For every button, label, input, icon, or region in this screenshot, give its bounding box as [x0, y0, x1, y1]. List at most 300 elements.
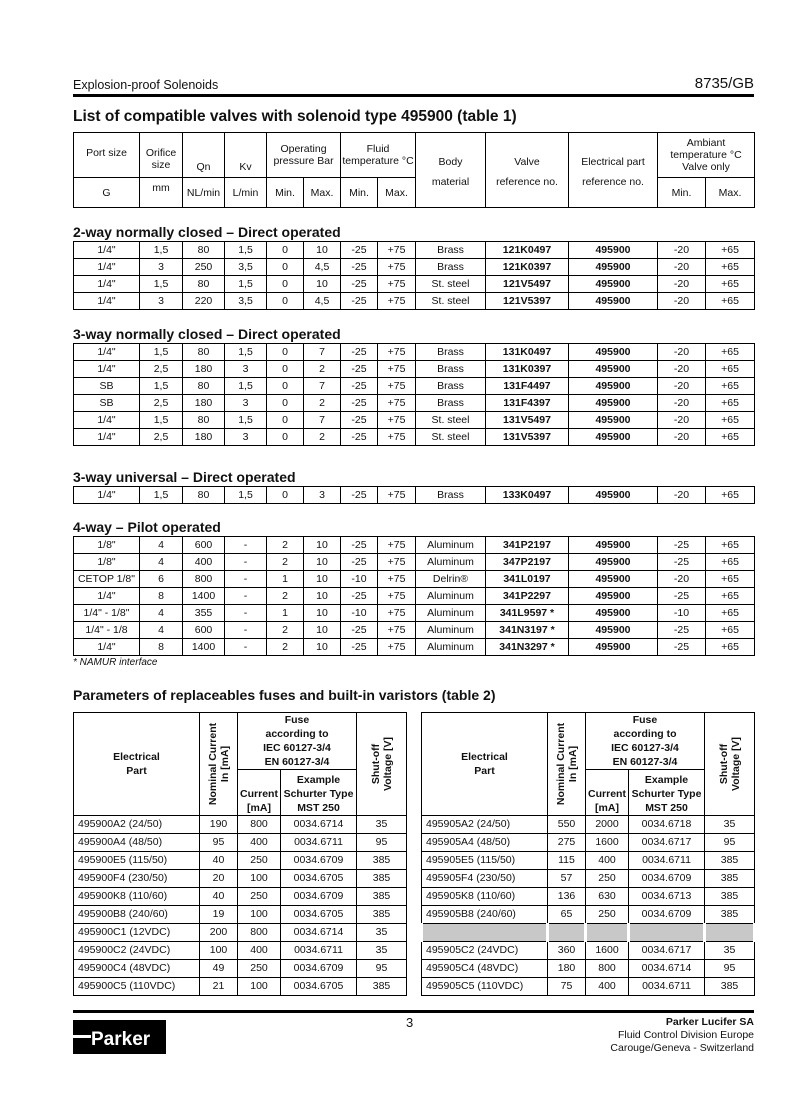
table-row	[74, 429, 755, 446]
cell-pressure-max: 3	[304, 487, 341, 504]
cell-ambient-max: +65	[706, 537, 755, 554]
cell-pressure-min: 1	[267, 571, 304, 588]
cell-fluid-max: +75	[378, 412, 416, 429]
cell-electrical-part: 495900	[569, 429, 658, 446]
table-row	[422, 852, 755, 870]
table-row	[74, 378, 755, 395]
cell-pressure-min: 0	[267, 344, 304, 361]
cell-qn: 800	[183, 571, 225, 588]
cell-qn: 355	[183, 605, 225, 622]
cell-schurter-type: 0034.6718	[629, 816, 705, 834]
table1-title: List of compatible valves with solenoid type 495900 (table 1)	[73, 108, 517, 125]
cell-fluid-min: -25	[341, 242, 378, 259]
cell-port-size: 1/4"	[74, 487, 140, 504]
cell-fuse-current: 800	[238, 924, 281, 942]
cell-part: 495900C4 (48VDC)	[74, 960, 200, 978]
cell-fuse-current: 2000	[586, 816, 629, 834]
cell-schurter-type: 0034.6709	[281, 852, 357, 870]
cell-fuse-current: 250	[238, 888, 281, 906]
cell-fluid-min: -25	[341, 276, 378, 293]
cell-body-material: St. steel	[416, 276, 486, 293]
table-row	[74, 395, 755, 412]
cell-ambient-min: -25	[658, 588, 706, 605]
cell-nominal-current: 65	[548, 906, 586, 924]
cell-port-size: 1/4"	[74, 293, 140, 310]
table-row	[74, 605, 755, 622]
col-electrical-part: Electrical Part	[422, 713, 548, 816]
cell-ambient-max: +65	[706, 487, 755, 504]
cell-orifice: 4	[140, 554, 183, 571]
col-fuse-standard: Fuse according to IEC 60127-3/4 EN 60127-3/4	[586, 713, 705, 770]
cell-nominal-current: 190	[200, 816, 238, 834]
cell-kv: 3,5	[225, 259, 267, 276]
col-port-size: Port size	[74, 133, 140, 178]
cell-orifice: 3	[140, 259, 183, 276]
table-row	[74, 960, 407, 978]
cell-schurter-type: 0034.6714	[629, 960, 705, 978]
cell-pressure-min: 0	[267, 276, 304, 293]
cell-shutoff-voltage: 35	[357, 924, 407, 942]
cell-electrical-part: 495900	[569, 361, 658, 378]
col-valve-sublabel: reference no.	[496, 176, 558, 188]
col-elec-sublabel: reference no.	[582, 176, 644, 188]
col-valve-reference	[486, 133, 569, 208]
cell-part: 495905A4 (48/50)	[422, 834, 548, 852]
cell-schurter-type: 0034.6705	[281, 906, 357, 924]
cell-port-size: 1/8"	[74, 554, 140, 571]
cell-kv: 3,5	[225, 293, 267, 310]
company-division: Fluid Control Division Europe	[618, 1029, 754, 1041]
cell-body-material: Aluminum	[416, 639, 486, 656]
cell-fluid-min: -25	[341, 639, 378, 656]
cell-electrical-part: 495900	[569, 537, 658, 554]
table-row	[74, 554, 755, 571]
cell-pressure-min: 2	[267, 554, 304, 571]
table-row	[422, 888, 755, 906]
cell-valve-ref: 131F4397	[486, 395, 569, 412]
cell-orifice: 2,5	[140, 429, 183, 446]
document-code: 8735/GB	[694, 75, 754, 92]
cell-schurter-type: 0034.6717	[629, 942, 705, 960]
cell-part: 495900B8 (240/60)	[74, 906, 200, 924]
col-schurter-type: Example Schurter Type MST 250	[629, 770, 705, 816]
col-electrical-part	[569, 133, 658, 208]
cell-electrical-part: 495900	[569, 242, 658, 259]
table-row-empty	[422, 924, 755, 942]
cell-pressure-min: 0	[267, 412, 304, 429]
cell-shutoff-voltage: 385	[705, 870, 755, 888]
cell-qn: 80	[183, 378, 225, 395]
cell-orifice: 4	[140, 605, 183, 622]
table-row	[422, 870, 755, 888]
unit-kv: L/min	[225, 178, 267, 208]
cell-part: 495905C4 (48VDC)	[422, 960, 548, 978]
cell-fluid-max: +75	[378, 487, 416, 504]
table-row	[74, 639, 755, 656]
cell-fuse-current: 400	[238, 942, 281, 960]
table-row	[74, 888, 407, 906]
cell-nominal-current: 49	[200, 960, 238, 978]
cell-fluid-max: +75	[378, 639, 416, 656]
cell-ambient-min: -20	[658, 276, 706, 293]
cell-qn: 180	[183, 429, 225, 446]
cell-nominal-current: 40	[200, 888, 238, 906]
cell-body-material: Delrin®	[416, 571, 486, 588]
pressure-max: Max.	[304, 178, 341, 208]
cell-fluid-max: +75	[378, 378, 416, 395]
cell-schurter-type: 0034.6713	[629, 888, 705, 906]
col-body-material	[416, 133, 486, 208]
cell-ambient-min: -20	[658, 412, 706, 429]
valve-table	[73, 536, 755, 656]
cell-orifice: 2,5	[140, 361, 183, 378]
table-row	[422, 906, 755, 924]
cell-fuse-current: 1600	[586, 834, 629, 852]
parker-logo-icon	[73, 1020, 166, 1054]
cell-fluid-max: +75	[378, 276, 416, 293]
cell-valve-ref: 121V5497	[486, 276, 569, 293]
cell-orifice: 8	[140, 588, 183, 605]
cell-ambient-min: -25	[658, 537, 706, 554]
cell-ambient-min: -20	[658, 293, 706, 310]
cell-ambient-min: -20	[658, 395, 706, 412]
document-title: Explosion-proof Solenoids	[73, 78, 219, 92]
cell-port-size: 1/4" - 1/8"	[74, 605, 140, 622]
col-body-label: Body	[438, 156, 463, 168]
parker-logo	[73, 1020, 166, 1054]
cell-ambient-max: +65	[706, 554, 755, 571]
cell-kv: -	[225, 571, 267, 588]
page-number: 3	[406, 1015, 414, 1030]
cell-ambient-max: +65	[706, 344, 755, 361]
cell-valve-ref: 341L9597 *	[486, 605, 569, 622]
company-location: Carouge/Geneva - Switzerland	[610, 1042, 754, 1054]
cell-port-size: 1/4"	[74, 639, 140, 656]
table-row	[74, 816, 407, 834]
cell-fluid-max: +75	[378, 571, 416, 588]
cell-shutoff-voltage: 385	[705, 888, 755, 906]
cell-pressure-min: 0	[267, 487, 304, 504]
cell-ambient-max: +65	[706, 571, 755, 588]
cell-fluid-max: +75	[378, 259, 416, 276]
cell-shutoff-voltage: 385	[357, 906, 407, 924]
cell-body-material: St. steel	[416, 429, 486, 446]
cell-pressure-max: 10	[304, 554, 341, 571]
cell-pressure-max: 10	[304, 639, 341, 656]
cell-valve-ref: 341N3297 *	[486, 639, 569, 656]
cell-pressure-max: 2	[304, 429, 341, 446]
col-operating-pressure: Operating pressure Bar	[267, 133, 341, 178]
cell-pressure-min: 0	[267, 395, 304, 412]
cell-part: 495905B8 (240/60)	[422, 906, 548, 924]
cell-shutoff-voltage: 385	[357, 888, 407, 906]
cell-part: 495905E5 (115/50)	[422, 852, 548, 870]
col-shutoff-voltage	[705, 713, 755, 816]
table-row	[74, 361, 755, 378]
col-fuse-current: Current [mA]	[238, 770, 281, 816]
cell-part: 495900E5 (115/50)	[74, 852, 200, 870]
cell-schurter-type: 0034.6705	[281, 870, 357, 888]
col-electrical-part: Electrical Part	[74, 713, 200, 816]
cell-shutoff-voltage: 35	[357, 942, 407, 960]
table-row	[74, 852, 407, 870]
cell-port-size: CETOP 1/8"	[74, 571, 140, 588]
col-fuse-current: Current [mA]	[586, 770, 629, 816]
cell-nominal-current: 550	[548, 816, 586, 834]
cell-schurter-type: 0034.6711	[629, 978, 705, 996]
table-row	[422, 816, 755, 834]
cell-fluid-min: -10	[341, 605, 378, 622]
cell-orifice: 1,5	[140, 378, 183, 395]
cell-nominal-current	[548, 924, 586, 942]
cell-qn: 1400	[183, 588, 225, 605]
cell-nominal-current: 21	[200, 978, 238, 996]
cell-fuse-current: 400	[586, 852, 629, 870]
cell-part: 495900C2 (24VDC)	[74, 942, 200, 960]
cell-fluid-min: -25	[341, 487, 378, 504]
table-row	[74, 870, 407, 888]
cell-fluid-max: +75	[378, 605, 416, 622]
cell-shutoff-voltage: 385	[357, 852, 407, 870]
cell-part: 495905A2 (24/50)	[422, 816, 548, 834]
cell-orifice: 1,5	[140, 276, 183, 293]
cell-orifice: 4	[140, 622, 183, 639]
ambient-max: Max.	[706, 178, 755, 208]
valve-table	[73, 343, 755, 446]
cell-valve-ref: 347P2197	[486, 554, 569, 571]
table-row	[74, 834, 407, 852]
cell-ambient-min: -20	[658, 429, 706, 446]
cell-pressure-min: 0	[267, 361, 304, 378]
cell-electrical-part: 495900	[569, 639, 658, 656]
cell-qn: 600	[183, 622, 225, 639]
cell-kv: -	[225, 554, 267, 571]
cell-pressure-min: 2	[267, 588, 304, 605]
cell-fuse-current: 1600	[586, 942, 629, 960]
cell-part: 495900F4 (230/50)	[74, 870, 200, 888]
cell-electrical-part: 495900	[569, 395, 658, 412]
cell-valve-ref: 341L0197	[486, 571, 569, 588]
cell-kv: 3	[225, 361, 267, 378]
cell-electrical-part: 495900	[569, 259, 658, 276]
cell-fuse-current: 250	[238, 960, 281, 978]
cell-ambient-max: +65	[706, 242, 755, 259]
cell-part: 495900C5 (110VDC)	[74, 978, 200, 996]
cell-body-material: Brass	[416, 487, 486, 504]
cell-port-size: 1/4"	[74, 588, 140, 605]
cell-ambient-max: +65	[706, 293, 755, 310]
footnote: * NAMUR interface	[73, 657, 158, 668]
cell-kv: -	[225, 639, 267, 656]
cell-part: 495905K8 (110/60)	[422, 888, 548, 906]
cell-pressure-max: 7	[304, 412, 341, 429]
cell-kv: -	[225, 537, 267, 554]
cell-fluid-max: +75	[378, 344, 416, 361]
cell-schurter-type: 0034.6709	[281, 888, 357, 906]
cell-shutoff-voltage	[705, 924, 755, 942]
col-nominal-current	[200, 713, 238, 816]
cell-part: 495900C1 (12VDC)	[74, 924, 200, 942]
fluid-max: Max.	[378, 178, 416, 208]
cell-fluid-min: -25	[341, 395, 378, 412]
section-title: 4-way – Pilot operated	[73, 519, 221, 535]
cell-shutoff-voltage: 385	[357, 978, 407, 996]
cell-fuse-current: 400	[238, 834, 281, 852]
section-title: 3-way normally closed – Direct operated	[73, 326, 341, 342]
table2-title: Parameters of replaceables fuses and built-in varistors (table 2)	[73, 687, 496, 703]
cell-fluid-min: -25	[341, 537, 378, 554]
section-title: 2-way normally closed – Direct operated	[73, 224, 341, 240]
col-nominal-current-label: Nominal Current In [mA]	[207, 722, 231, 806]
cell-electrical-part: 495900	[569, 293, 658, 310]
cell-ambient-max: +65	[706, 588, 755, 605]
cell-body-material: Aluminum	[416, 537, 486, 554]
cell-fluid-min: -10	[341, 571, 378, 588]
cell-qn: 80	[183, 412, 225, 429]
table-row	[74, 259, 755, 276]
cell-pressure-max: 10	[304, 622, 341, 639]
cell-port-size: SB	[74, 378, 140, 395]
cell-kv: 1,5	[225, 378, 267, 395]
cell-nominal-current: 200	[200, 924, 238, 942]
cell-schurter-type: 0034.6714	[281, 816, 357, 834]
col-fluid-temperature: Fluid temperature °C	[341, 133, 416, 178]
cell-part: 495905C2 (24VDC)	[422, 942, 548, 960]
cell-schurter-type: 0034.6705	[281, 978, 357, 996]
col-ambient-temperature: Ambiant temperature °C Valve only	[658, 133, 755, 178]
cell-qn: 80	[183, 276, 225, 293]
cell-ambient-min: -25	[658, 554, 706, 571]
cell-valve-ref: 121K0397	[486, 259, 569, 276]
col-elec-label: Electrical part	[581, 156, 645, 168]
cell-qn: 400	[183, 554, 225, 571]
cell-orifice: 4	[140, 537, 183, 554]
cell-ambient-min: -20	[658, 378, 706, 395]
cell-shutoff-voltage: 95	[705, 834, 755, 852]
cell-pressure-min: 2	[267, 537, 304, 554]
col-body-sublabel: material	[431, 176, 470, 188]
cell-valve-ref: 341N3197 *	[486, 622, 569, 639]
cell-ambient-max: +65	[706, 378, 755, 395]
cell-valve-ref: 121K0497	[486, 242, 569, 259]
cell-valve-ref: 131K0397	[486, 361, 569, 378]
cell-fluid-max: +75	[378, 242, 416, 259]
cell-ambient-max: +65	[706, 622, 755, 639]
cell-kv: 1,5	[225, 276, 267, 293]
cell-ambient-max: +65	[706, 259, 755, 276]
cell-qn: 250	[183, 259, 225, 276]
cell-body-material: St. steel	[416, 293, 486, 310]
valve-table	[73, 241, 755, 310]
cell-pressure-max: 10	[304, 588, 341, 605]
cell-schurter-type	[629, 924, 705, 942]
cell-shutoff-voltage: 35	[705, 942, 755, 960]
cell-schurter-type: 0034.6711	[281, 834, 357, 852]
cell-qn: 1400	[183, 639, 225, 656]
cell-nominal-current: 75	[548, 978, 586, 996]
cell-shutoff-voltage: 385	[705, 978, 755, 996]
cell-ambient-max: +65	[706, 276, 755, 293]
cell-body-material: Aluminum	[416, 605, 486, 622]
cell-schurter-type: 0034.6711	[281, 942, 357, 960]
cell-port-size: 1/4"	[74, 412, 140, 429]
cell-kv: 1,5	[225, 242, 267, 259]
cell-part: 495905F4 (230/50)	[422, 870, 548, 888]
cell-pressure-max: 10	[304, 605, 341, 622]
cell-fluid-max: +75	[378, 537, 416, 554]
cell-orifice: 1,5	[140, 242, 183, 259]
cell-shutoff-voltage: 385	[705, 906, 755, 924]
cell-pressure-max: 7	[304, 378, 341, 395]
cell-orifice: 1,5	[140, 344, 183, 361]
cell-kv: 1,5	[225, 344, 267, 361]
cell-pressure-max: 7	[304, 344, 341, 361]
cell-part: 495900A4 (48/50)	[74, 834, 200, 852]
col-schurter-type: Example Schurter Type MST 250	[281, 770, 357, 816]
cell-nominal-current: 180	[548, 960, 586, 978]
cell-shutoff-voltage: 35	[357, 816, 407, 834]
cell-body-material: Aluminum	[416, 588, 486, 605]
cell-pressure-max: 4,5	[304, 293, 341, 310]
table-row	[74, 924, 407, 942]
cell-part	[422, 924, 548, 942]
cell-kv: -	[225, 622, 267, 639]
cell-pressure-min: 1	[267, 605, 304, 622]
cell-electrical-part: 495900	[569, 554, 658, 571]
cell-fuse-current: 250	[238, 852, 281, 870]
cell-orifice: 2,5	[140, 395, 183, 412]
cell-fluid-max: +75	[378, 622, 416, 639]
table-row	[422, 960, 755, 978]
cell-fluid-min: -25	[341, 622, 378, 639]
cell-qn: 80	[183, 344, 225, 361]
cell-ambient-min: -20	[658, 242, 706, 259]
cell-body-material: Brass	[416, 395, 486, 412]
cell-fluid-max: +75	[378, 395, 416, 412]
cell-ambient-min: -20	[658, 571, 706, 588]
cell-pressure-max: 2	[304, 395, 341, 412]
cell-port-size: 1/4" - 1/8	[74, 622, 140, 639]
cell-body-material: Aluminum	[416, 622, 486, 639]
cell-fuse-current: 250	[586, 870, 629, 888]
cell-port-size: 1/8"	[74, 537, 140, 554]
cell-body-material: Aluminum	[416, 554, 486, 571]
cell-part: 495905C5 (110VDC)	[422, 978, 548, 996]
cell-qn: 180	[183, 395, 225, 412]
unit-orifice: mm	[140, 178, 183, 208]
cell-fluid-min: -25	[341, 554, 378, 571]
cell-fluid-min: -25	[341, 412, 378, 429]
col-shutoff-voltage	[357, 713, 407, 816]
fuse-table	[420, 712, 756, 996]
table-row	[74, 276, 755, 293]
cell-orifice: 1,5	[140, 487, 183, 504]
cell-fuse-current: 800	[586, 960, 629, 978]
cell-valve-ref: 131V5497	[486, 412, 569, 429]
table-row	[74, 906, 407, 924]
fuse-table	[73, 712, 407, 996]
table-row	[422, 942, 755, 960]
cell-shutoff-voltage: 385	[705, 852, 755, 870]
cell-body-material: Brass	[416, 378, 486, 395]
cell-kv: 3	[225, 429, 267, 446]
cell-nominal-current: 95	[200, 834, 238, 852]
cell-body-material: Brass	[416, 242, 486, 259]
cell-electrical-part: 495900	[569, 622, 658, 639]
cell-pressure-max: 4,5	[304, 259, 341, 276]
cell-port-size: 1/4"	[74, 276, 140, 293]
cell-electrical-part: 495900	[569, 487, 658, 504]
